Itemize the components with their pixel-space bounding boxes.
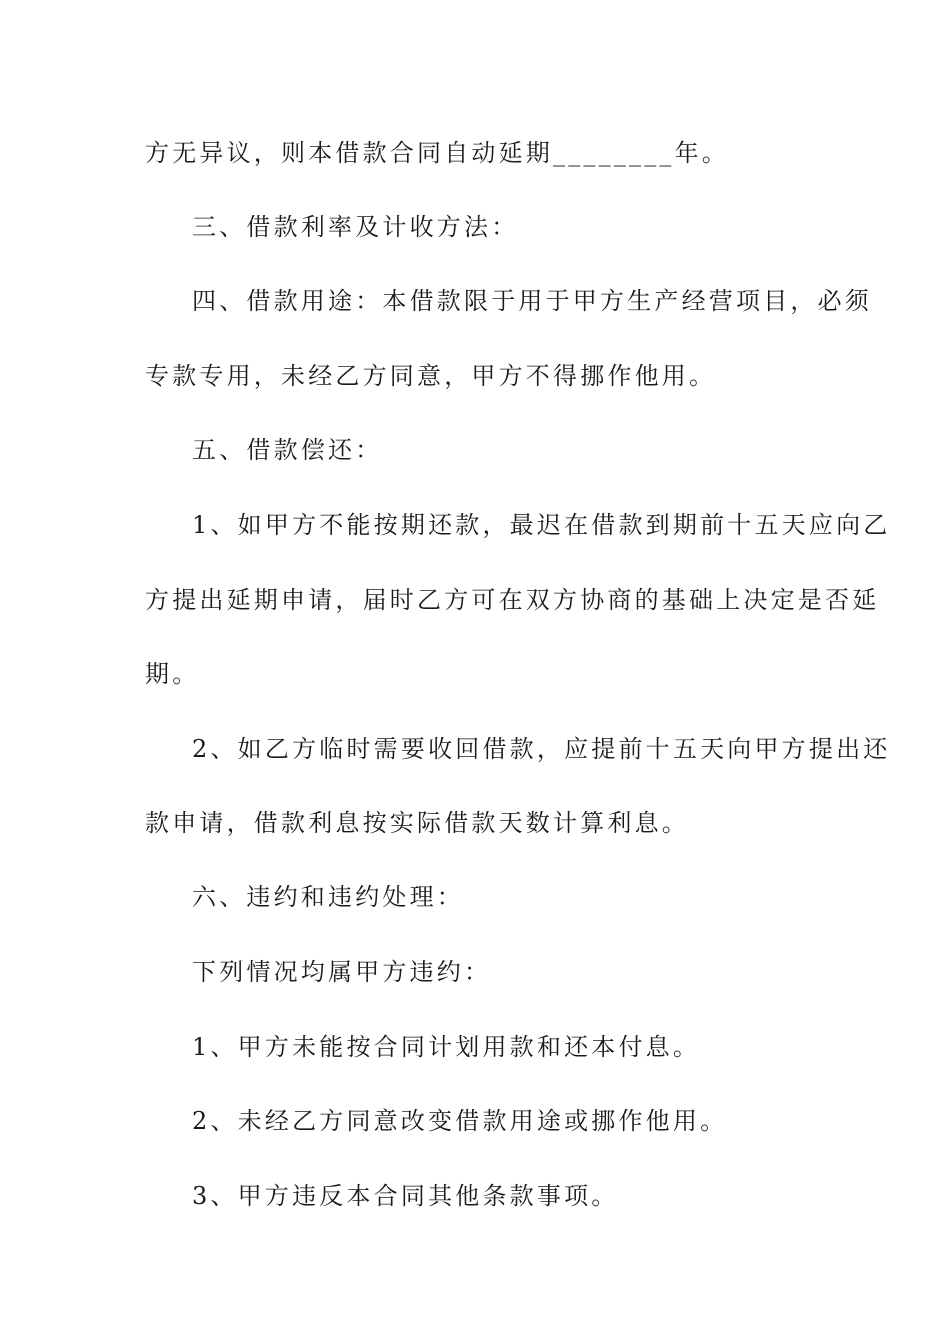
- text-line: 专款专用，未经乙方同意，甲方不得挪作他用。: [145, 362, 717, 390]
- text-line: 方提出延期申请，届时乙方可在双方协商的基础上决定是否延: [145, 586, 880, 614]
- text-line: 2、如乙方临时需要收回借款，应提前十五天向甲方提出还: [192, 735, 891, 763]
- text-line: 方无异议，则本借款合同自动延期________年。: [145, 139, 729, 167]
- list-item: 2、未经乙方同意改变借款用途或挪作他用。: [192, 1107, 728, 1135]
- list-item: 3、甲方违反本合同其他条款事项。: [192, 1182, 619, 1210]
- text-line: 款申请，借款利息按实际借款天数计算利息。: [145, 809, 689, 837]
- text-line: 1、如甲方不能按期还款，最迟在借款到期前十五天应向乙: [192, 511, 891, 539]
- section-heading-interest: 三、借款利率及计收方法：: [192, 213, 519, 241]
- list-item: 1、甲方未能按合同计划用款和还本付息。: [192, 1033, 701, 1061]
- text-line: 四、借款用途：本借款限于用于甲方生产经营项目，必须: [192, 287, 872, 315]
- text-line: 期。: [145, 660, 200, 688]
- text-line: 下列情况均属甲方违约：: [192, 958, 492, 986]
- section-heading-breach: 六、违约和违约处理：: [192, 883, 464, 911]
- section-heading-repayment: 五、借款偿还：: [192, 436, 383, 464]
